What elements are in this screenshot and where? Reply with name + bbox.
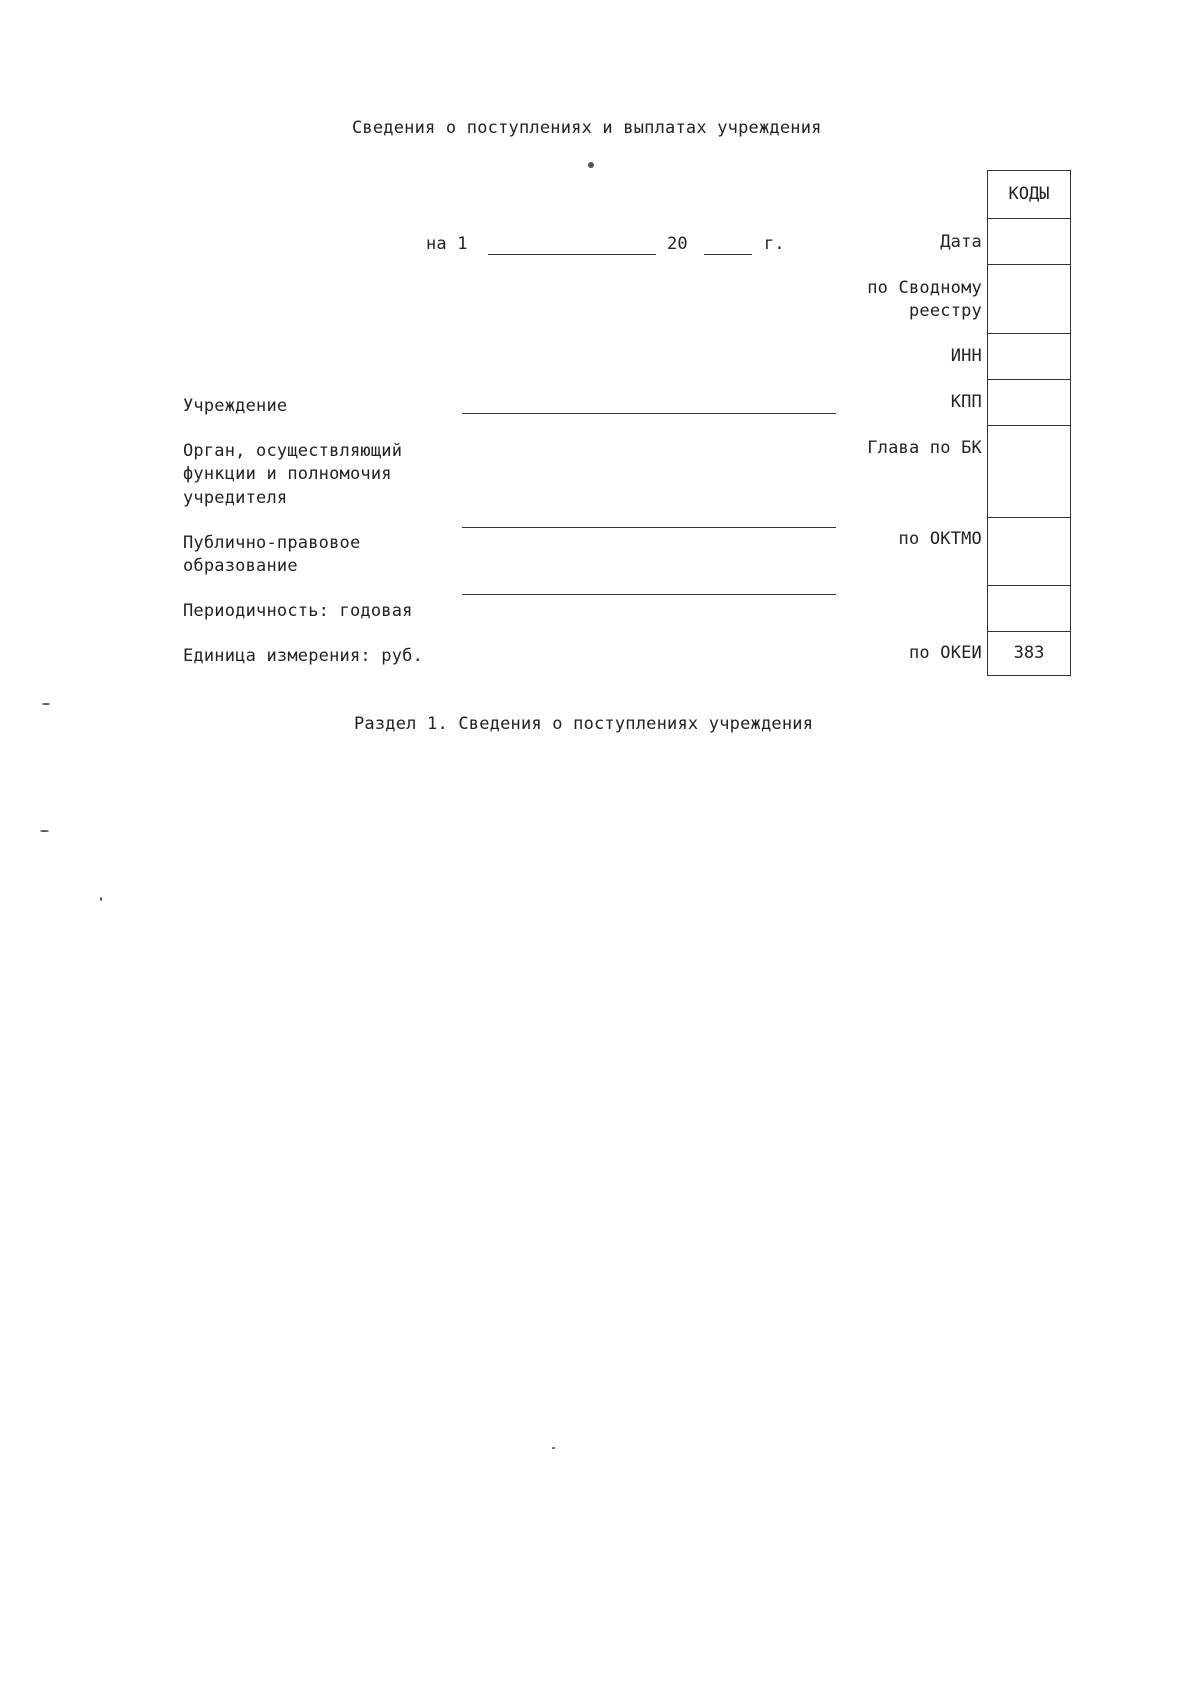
field-public-entity-line xyxy=(462,594,836,595)
section1-title: Раздел 1. Сведения о поступлениях учреждения xyxy=(354,714,814,734)
label-registry-line2: реестру xyxy=(908,301,982,321)
code-date[interactable] xyxy=(988,218,1070,264)
label-budget-head: Глава по БК xyxy=(867,438,982,458)
field-public-entity-line2: образование xyxy=(183,556,298,576)
field-founder-line1: Орган, осуществляющий xyxy=(183,441,403,461)
date-day-month-blank xyxy=(488,254,656,255)
scan-speck xyxy=(552,1447,555,1449)
code-blank[interactable] xyxy=(988,585,1070,631)
scan-speck xyxy=(100,897,102,901)
codes-header: КОДЫ xyxy=(1008,184,1050,204)
label-oktmo: по ОКТМО xyxy=(898,529,982,549)
label-kpp: КПП xyxy=(950,392,982,412)
code-inn[interactable] xyxy=(988,333,1070,379)
scan-speck xyxy=(42,703,50,705)
date-prefix: на 1 xyxy=(426,234,468,254)
label-okei: по ОКЕИ xyxy=(908,643,982,663)
field-founder-line2: функции и полномочия xyxy=(183,464,392,484)
scan-speck xyxy=(40,830,49,832)
code-budget-head[interactable] xyxy=(988,425,1070,517)
page-title: Сведения о поступлениях и выплатах учреждения xyxy=(352,118,822,138)
field-founder-line xyxy=(462,527,836,528)
field-unit: Единица измерения: руб. xyxy=(183,646,424,666)
label-registry-line1: по Сводному xyxy=(867,278,982,298)
code-registry[interactable] xyxy=(988,264,1070,333)
field-periodicity: Периодичность: годовая xyxy=(183,601,413,621)
code-kpp[interactable] xyxy=(988,379,1070,425)
code-okei[interactable]: 383 xyxy=(988,631,1070,677)
field-institution-label: Учреждение xyxy=(183,396,288,416)
label-date: Дата xyxy=(940,232,982,252)
field-institution-line xyxy=(462,413,836,414)
codes-table xyxy=(987,170,1071,676)
date-year-blank xyxy=(704,254,752,255)
label-inn: ИНН xyxy=(950,346,982,366)
date-year-suffix: г. xyxy=(764,234,785,254)
field-public-entity-line1: Публично-правовое xyxy=(183,533,361,553)
date-year-prefix: 20 xyxy=(667,234,688,254)
scan-speck xyxy=(588,162,594,168)
code-oktmo[interactable] xyxy=(988,517,1070,585)
field-founder-line3: учредителя xyxy=(183,488,288,508)
